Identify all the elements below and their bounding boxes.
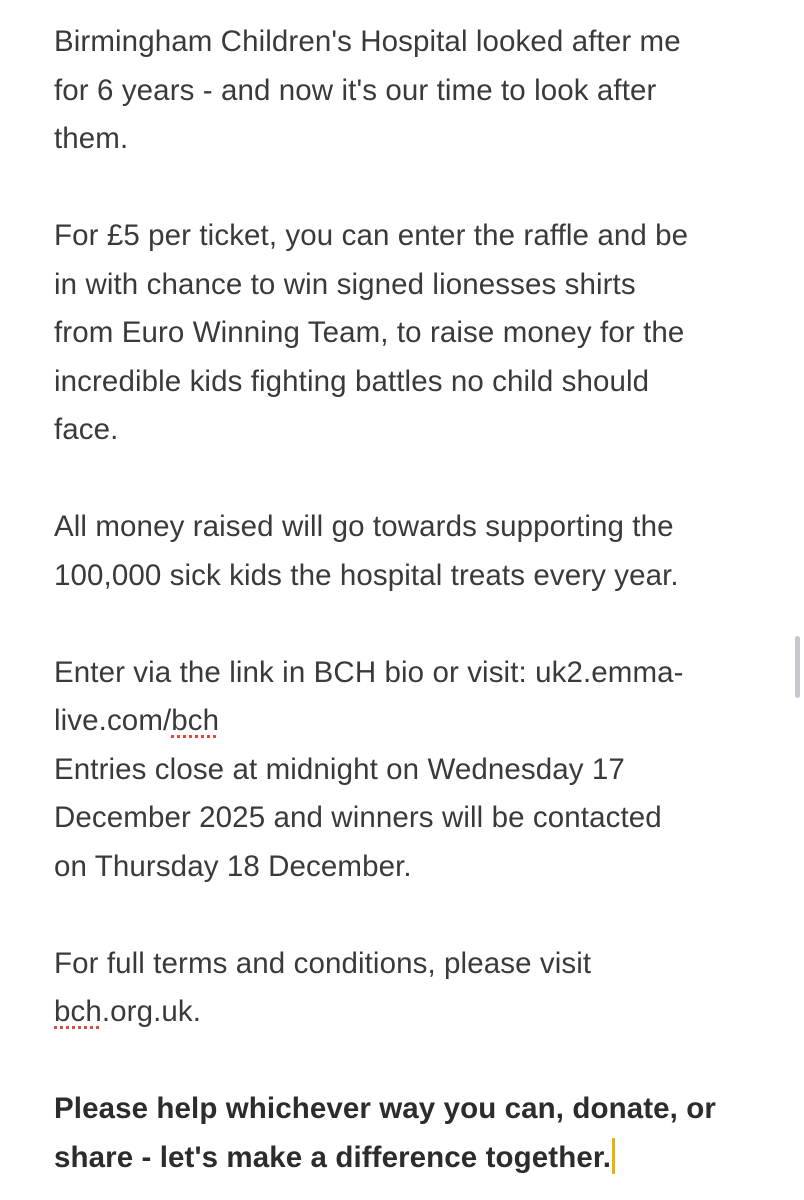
link-text-suffix: .org.uk. (101, 995, 202, 1028)
note-line: in with chance to win signed lionesses shirts (54, 267, 636, 301)
callout-last-line: share - let's make a difference together. (54, 1140, 612, 1174)
note-line (54, 697, 774, 746)
link-text-prefix: live.com/ (54, 704, 172, 737)
note-body[interactable] (54, 18, 774, 1182)
note-paragraph-money (54, 503, 774, 600)
note-paragraph-intro (54, 18, 774, 164)
note-line: from Euro Winning Team, to raise money for the (54, 316, 685, 349)
note-line (54, 1134, 774, 1183)
text-cursor (612, 1138, 615, 1174)
note-line: All money raised will go towards supporting the (54, 510, 674, 543)
note-line: For full terms and conditions, please visit (54, 946, 592, 980)
note-line: Birmingham Children's Hospital looked after me (54, 25, 681, 58)
spellcheck-word[interactable]: bch (171, 704, 220, 737)
spellcheck-word[interactable]: bch (54, 995, 102, 1028)
note-line: on Thursday 18 December. (54, 849, 412, 883)
note-line: them. (54, 122, 129, 155)
note-line (54, 988, 774, 1037)
note-line: December 2025 and winners will be contacted (54, 801, 662, 834)
scrollbar-thumb[interactable] (795, 636, 800, 698)
note-line: 100,000 sick kids the hospital treats every year. (54, 558, 679, 592)
note-paragraph-entry (54, 649, 774, 892)
note-line: Enter via the link in BCH bio or visit: uk2.emma- (54, 655, 684, 689)
note-line: for 6 years - and now it's our time to look after (54, 73, 657, 107)
note-line: Please help whichever way you can, donate, or (54, 1092, 716, 1125)
note-paragraph-raffle (54, 212, 774, 455)
note-paragraph-callout (54, 1085, 774, 1182)
note-line: incredible kids fighting battles no child should (54, 364, 650, 398)
note-line: Entries close at midnight on Wednesday 17 (54, 752, 625, 786)
note-paragraph-terms (54, 940, 774, 1037)
note-line: For £5 per ticket, you can enter the raffle and be (54, 219, 689, 252)
note-line: face. (54, 413, 119, 446)
